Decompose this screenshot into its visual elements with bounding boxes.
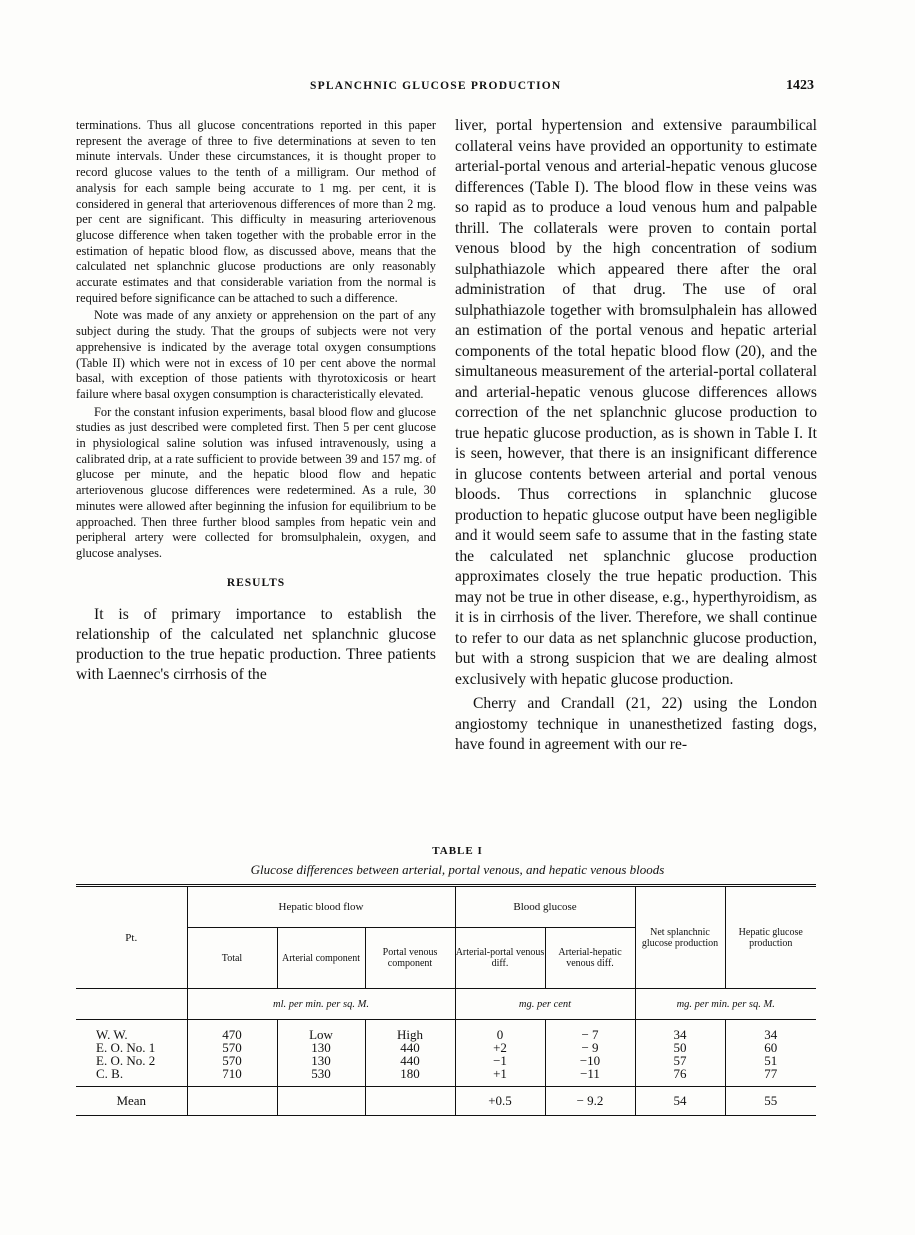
header-group-blood-glucose: Blood glucose <box>455 886 635 928</box>
cell-mean-ah-diff: − 9.2 <box>545 1087 635 1116</box>
cell-ap-diff: 0 <box>455 1020 545 1042</box>
cell-portal: 180 <box>365 1067 455 1087</box>
cell-ah-diff: − 9 <box>545 1041 635 1054</box>
header-arterial-hepatic-diff: Arterial-hepatic venous diff. <box>545 928 635 989</box>
header-portal-component: Portal venous component <box>365 928 455 989</box>
cell-ap-diff: −1 <box>455 1054 545 1067</box>
cell-arterial: 130 <box>277 1054 365 1067</box>
left-paragraph-1: terminations. Thus all glucose concentrations reported in this paper represent the average of three to five determinations at seven to ten minute intervals. Under these circumstances, it is thought proper to record glucose values to the tenth of a milligram. Our method of analysis for each sample being accurate to 1 mg. per cent, it is considered in general that arteriovenous differences of more than 2 mg. per cent are significant. This difficulty in measuring arteriovenous glucose difference when taken together with the probable error in the estimation of hepatic blood flow, as discussed above, means that the calculated net splanchnic glucose productions are only reasonably accurate estimates and that considerable variation from the normal is required before significance can be attached to such a difference. <box>76 118 436 305</box>
cell-total: 570 <box>187 1054 277 1067</box>
table-row <box>76 1067 816 1087</box>
right-paragraph-1: liver, portal hypertension and extensive paraumbilical collateral veins have provided an opportunity to estimate arterial-portal venous and arterial-hepatic venous glucose differences (Table I). The blood flow in these veins was so rapid as to produce a loud venous hum and palpable thrill. The collaterals were proven to contain portal venous blood by the high concentration of sodium sulphathiazole which appeared there after the oral administration of that drug. The use of oral sulphathiazole together with bromsulphalein has allowed an estimation of the portal venous and hepatic arterial components of the total hepatic blood flow (20), and the simultaneous measurement of the arterial-portal collateral and arterial-hepatic venous glucose differences allows correction of the net splanchnic glucose production to true hepatic glucose production, as is shown in Table I. It is seen, however, that there is an insignificant difference in glucose contents between arterial and portal venous bloods. Thus corrections in splanchnic glucose production to hepatic glucose output have been negligible and it would seem safe to assume that in the fasting state the calculated net splanchnic glucose production approximates closely the true hepatic production. This may not be true in other disease, e.g., hyperthyroidism, as it is in cirrhosis of the liver. Therefore, we shall continue to refer to our data as net splanchnic glucose production, but with a strong suspicion that we are dealing almost exclusively with hepatic glucose production. <box>455 117 817 688</box>
cell-mean-ap-diff: +0.5 <box>455 1087 545 1116</box>
cell-mean-portal <box>365 1087 455 1116</box>
cell-net: 34 <box>635 1020 725 1042</box>
left-column <box>76 118 436 685</box>
cell-portal: High <box>365 1020 455 1042</box>
cell-arterial: 130 <box>277 1041 365 1054</box>
cell-ah-diff: −10 <box>545 1054 635 1067</box>
left-paragraph-3: For the constant infusion experiments, basal blood flow and glucose studies as just described were completed first. Then 5 per cent glucose in physiological saline solution was infused intravenously, using a calibrated drip, at a rate sufficient to provide between 39 and 157 mg. of glucose per minute, and the hepatic blood flow and hepatic arteriovenous glucose differences were redetermined. As a rule, 30 minutes were allowed after beginning the infusion for equilibrium to be approached. Then three further blood samples from hepatic vein and peripheral artery were collected for bromsulphalein, oxygen, and glucose analyses. <box>76 404 436 560</box>
cell-pt: C. B. <box>96 1066 124 1081</box>
page-number: 1423 <box>786 78 814 93</box>
header-group-blood-flow: Hepatic blood flow <box>187 886 455 928</box>
cell-hepatic: 77 <box>725 1067 816 1087</box>
cell-hepatic: 60 <box>725 1041 816 1054</box>
cell-ap-diff: +1 <box>455 1067 545 1087</box>
unit-flow: ml. per min. per sq. M. <box>187 989 455 1020</box>
cell-mean-net: 54 <box>635 1087 725 1116</box>
table-label: TABLE I <box>432 845 483 857</box>
cell-ah-diff: − 7 <box>545 1020 635 1042</box>
results-heading: RESULTS <box>226 576 286 589</box>
left-paragraph-2: Note was made of any anxiety or apprehension on the part of any subject during the study. That the groups of subjects were not very apprehensive is indicated by the average total oxygen consumptions (Table II) which were not in excess of 10 per cent above the normal basal, with exception of those patients with thyrotoxicosis or heart failure where basal oxygen consumption is characteristically elevated. <box>76 308 436 401</box>
cell-net: 50 <box>635 1041 725 1054</box>
cell-pt: E. O. No. 2 <box>96 1053 156 1068</box>
cell-portal: 440 <box>365 1054 455 1067</box>
header-hepatic-production: Hepatic glucose production <box>725 886 816 989</box>
cell-mean-label: Mean <box>76 1087 187 1116</box>
cell-total: 570 <box>187 1041 277 1054</box>
unit-glucose: mg. per cent <box>455 989 635 1020</box>
cell-pt: W. W. <box>96 1027 128 1042</box>
header-pt: Pt. <box>125 931 138 944</box>
header-arterial-component: Arterial component <box>277 928 365 989</box>
cell-arterial: 530 <box>277 1067 365 1087</box>
cell-total: 710 <box>187 1067 277 1087</box>
cell-mean-total <box>187 1087 277 1116</box>
table-row <box>76 1020 816 1042</box>
running-head: SPLANCHNIC GLUCOSE PRODUCTION <box>310 80 562 92</box>
cell-mean-hepatic: 55 <box>725 1087 816 1116</box>
header-net-splanchnic: Net splanchnic glucose production <box>635 886 725 989</box>
cell-pt: E. O. No. 1 <box>96 1040 156 1055</box>
mean-row <box>76 1087 816 1116</box>
cell-hepatic: 51 <box>725 1054 816 1067</box>
cell-portal: 440 <box>365 1041 455 1054</box>
header-arterial-portal-diff: Arterial-portal venous diff. <box>455 928 545 989</box>
cell-net: 57 <box>635 1054 725 1067</box>
table-caption: Glucose differences between arterial, portal venous, and hepatic venous bloods <box>250 862 665 877</box>
right-column <box>455 116 817 756</box>
cell-total: 470 <box>187 1020 277 1042</box>
cell-mean-arterial <box>277 1087 365 1116</box>
table-row <box>76 1054 816 1067</box>
right-paragraph-2: Cherry and Crandall (21, 22) using the London angiostomy technique in unanesthetized fasting dogs, have found in agreement with our re- <box>455 695 817 753</box>
left-paragraph-4: It is of primary importance to establish the relationship of the calculated net splanchnic glucose production to the true hepatic production. Three patients with Laennec's cirrhosis of the <box>76 606 436 684</box>
cell-hepatic: 34 <box>725 1020 816 1042</box>
cell-ah-diff: −11 <box>545 1067 635 1087</box>
cell-ap-diff: +2 <box>455 1041 545 1054</box>
unit-production: mg. per min. per sq. M. <box>635 989 816 1020</box>
header-total: Total <box>187 928 277 989</box>
cell-net: 76 <box>635 1067 725 1087</box>
cell-arterial: Low <box>277 1020 365 1042</box>
glucose-table <box>76 884 816 1116</box>
table-row <box>76 1041 816 1054</box>
